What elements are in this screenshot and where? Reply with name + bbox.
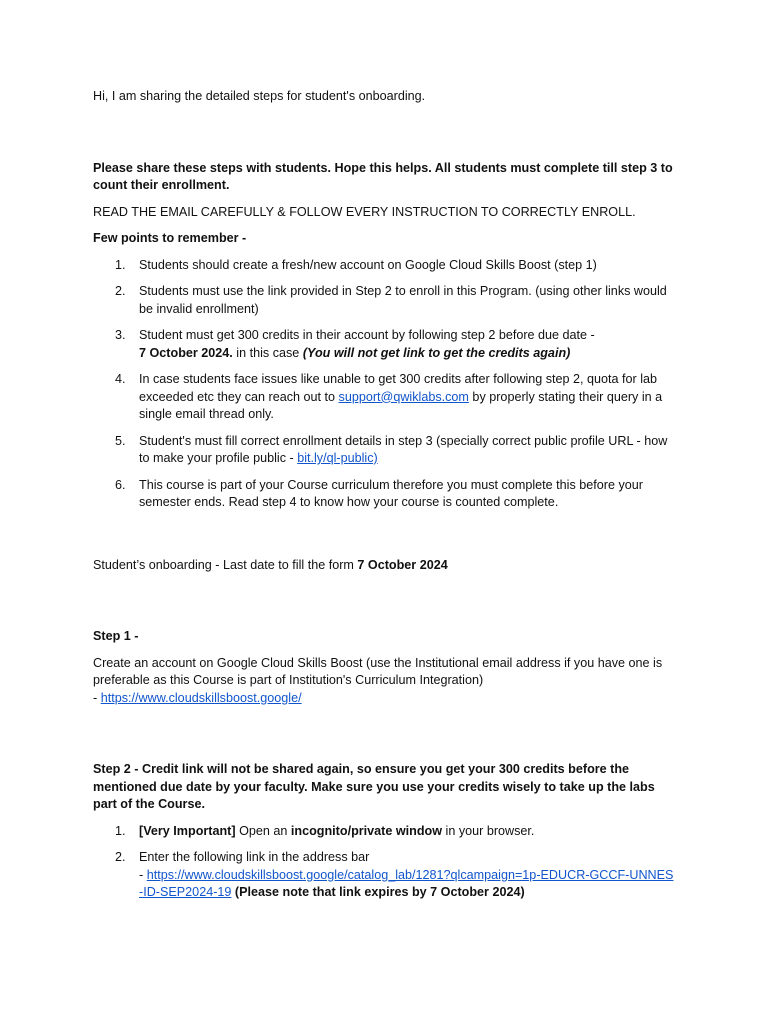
step2-list (93, 823, 674, 902)
very-important-label: [Very Important] (139, 823, 236, 838)
incognito-label: incognito/private window (290, 823, 443, 838)
campaign-link[interactable]: https://www.cloudskillsboost.google/catalog_lab/1281?qlcampaign=1p-EDUCR-GCCF-UNNES-ID-SEP2024-19 (139, 867, 674, 899)
onboarding-text: Student’s onboarding - Last date to fill the form (93, 557, 358, 572)
points-heading: Few points to remember - (93, 231, 247, 245)
due-date: 7 October 2024. (139, 345, 233, 360)
list-number: 1. (115, 823, 126, 838)
link-expiry-note: (Please note that link expires by 7 October 2024) (231, 885, 525, 899)
list-item-text: in this case (232, 345, 303, 360)
credits-warning: (You will not get link to get the credits again) (302, 345, 571, 360)
list-item-text: Enter the following link in the address bar (139, 850, 370, 864)
onboarding-date: 7 October 2024 (357, 557, 448, 572)
list-item-text: Student's must fill correct enrollment details in step 3 (specially correct public profile URL - how to make your profile public - (139, 433, 668, 465)
list-item-text: This course is part of your Course curriculum therefore you must complete this before your semester ends. Read step 4 to know how your course is counted complete. (139, 477, 643, 509)
share-notice: Please share these steps with students. Hope this helps. All students must complete till step 3 to count their enrollment. (93, 160, 673, 192)
skills-boost-link[interactable]: https://www.cloudskillsboost.google/ (100, 690, 302, 705)
list-number: 6. (115, 477, 126, 492)
list-item-text: by properly stating their query in a single email thread only. (139, 389, 663, 421)
list-item (93, 823, 674, 841)
list-number: 5. (115, 433, 126, 448)
support-email-link[interactable]: support@qwiklabs.com (338, 389, 469, 404)
onboarding-deadline (93, 557, 674, 575)
list-item-text: Open an (235, 823, 291, 838)
list-number: 4. (115, 372, 126, 386)
list-item-text: Student must get 300 credits in their account by following step 2 before due date - (139, 328, 595, 342)
list-item-text: Students must use the link provided in Step 2 to enroll in this Program. (using other links would be invalid enrollment) (139, 284, 667, 316)
intro-text: Hi, I am sharing the detailed steps for student's onboarding. (93, 89, 426, 103)
step1-description: Create an account on Google Cloud Skills Boost (use the Institutional email address if you have one is preferable as this Course is part of Institution's Curriculum Integration) (93, 655, 663, 687)
list-item (93, 849, 674, 902)
list-number: 2. (115, 850, 126, 864)
step1-heading: Step 1 - (93, 629, 139, 643)
list-number: 3. (115, 328, 126, 342)
list-item (93, 477, 674, 512)
list-item-text: In case students face issues like unable to get 300 credits after following step 2, quota for lab exceeded etc they can reach out to (139, 372, 658, 404)
link-dash: - (139, 867, 147, 882)
list-number: 2. (115, 284, 126, 298)
list-number: 1. (115, 257, 126, 272)
list-item (93, 283, 674, 318)
list-item (93, 257, 674, 275)
public-profile-link[interactable]: bit.ly/ql-public) (297, 451, 378, 465)
step1-text (93, 655, 674, 708)
read-notice: READ THE EMAIL CAREFULLY & FOLLOW EVERY INSTRUCTION TO CORRECTLY ENROLL. (93, 204, 636, 219)
list-item (93, 371, 674, 424)
list-item-text: Students should create a fresh/new account on Google Cloud Skills Boost (step 1) (139, 257, 597, 272)
list-item-text: in your browser. (442, 823, 535, 838)
step2-heading: Step 2 - Credit link will not be shared again, so ensure you get your 300 credits before the mentioned due date by your faculty. Make sure you use your credits wisely to take up the labs part of the Course. (93, 762, 655, 811)
list-item (93, 433, 674, 468)
points-list (93, 257, 674, 512)
step1-dash: - (93, 690, 101, 705)
list-item (93, 327, 674, 362)
